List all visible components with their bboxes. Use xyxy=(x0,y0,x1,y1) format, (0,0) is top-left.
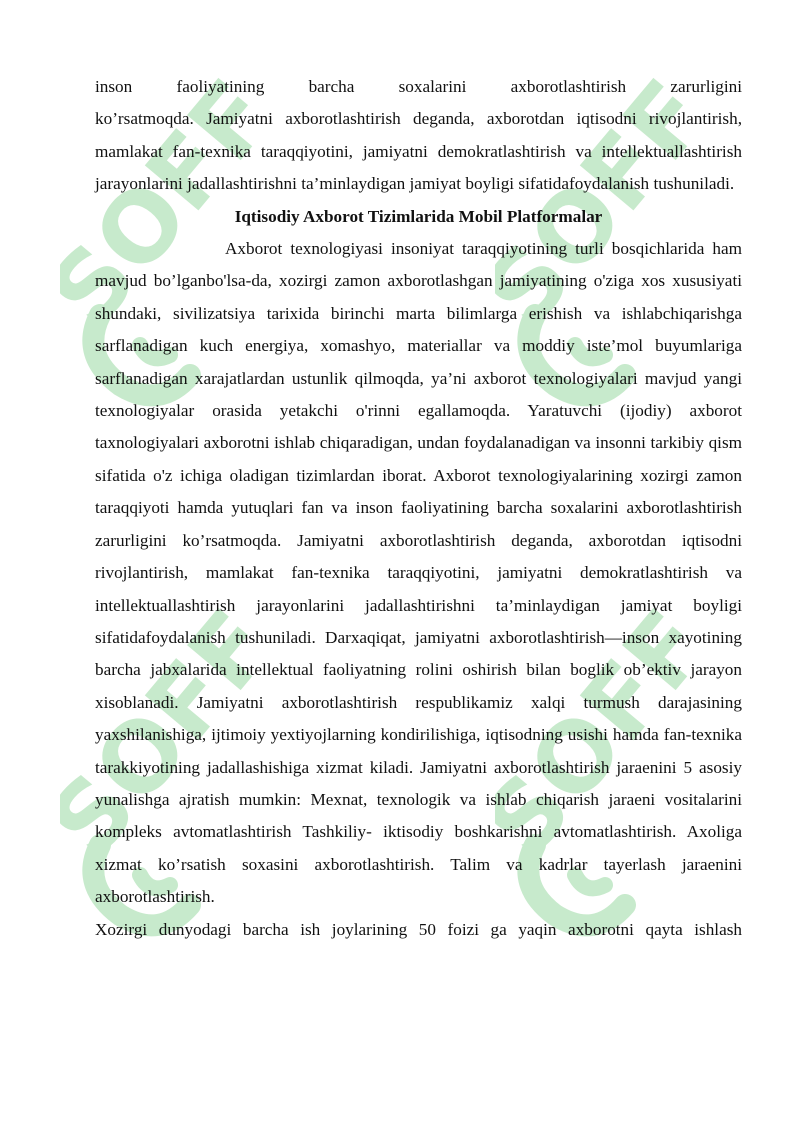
watermark-text: SOFF xyxy=(495,59,725,348)
document-body xyxy=(95,71,742,946)
intro-first-line: inson faoliyatining barcha soxalarini axborotlashtirish zarurligini xyxy=(95,77,742,96)
intro-paragraph: ko’rsatmoqda. Jamiyatni axborotlashtirish deganda, axborotdan iqtisodni rivojlantirish, mamlakat fan-texnika taraqqiyotini, jamiyatni demokratlashtirish va intellektuallashtirish jarayonlarini jadallashtirishni ta’minlaydigan jamiyat boyligi sifatidafoydalanish tushuniladi. xyxy=(95,109,742,194)
body-last-line: Xozirgi dunyodagi barcha ish joylarining 50 foizi ga yaqin axborotni qayta ishlash xyxy=(95,919,742,939)
watermark-text: SOFF xyxy=(60,59,290,348)
watermark-text: SOFF xyxy=(60,589,290,878)
section-heading: Iqtisodiy Axborot Tizimlarida Mobil Platformalar xyxy=(234,206,603,226)
body-paragraph: Axborot texnologiyasi insoniyat taraqqiyotining turli bosqichlarida ham mavjud bo’lganbo'lsa-da, xozirgi zamon axborotlashgan jamiyatining o'ziga xos xususiyati shundaki, sivilizatsiya tarixida birinchi marta bilimlarga erishish va ishlabchiqarishga sarflanadigan kuch energiya, xomashyo, materiallar va moddiy iste’mol buyumlariga sarflanadigan xarajatlardan ustunlik qilmoqda, ya’ni axborot texnologiyalari mavjud yangi texnologiyalar orasida yetakchi o'rinni egallamoqda. Yaratuvchi (ijodiy) axborot taxnologiyalari axborotni ishlab chiqaradigan, undan foydalanadigan va insonni tarkibiy qism sifatida o'z ichiga oladigan tizimlardan iborat. Axborot texnologiyalarining xozirgi zamon taraqqiyoti hamda yutuqlari fan va inson faoliyatining barcha soxalarini axborotlashtirish zarurligini ko’rsatmoqda. Jamiyatni axborotlashtirish deganda, axborotdan iqtisodni rivojlantirish, mamlakat fan-texnika taraqqiyotini, jamiyatni demokratlashtirish va intellektuallashtirish jarayonlarini jadallashtirishni ta’minlaydigan jamiyat boyligi sifatidafoydalanish tushuniladi. Darxaqiqat, jamiyatni axborotlashtirish—inson xayotining barcha jabxalarida intellektual faoliyatning rolini oshirish bilan boglik ob’ektiv jarayon xisoblanadi. Jamiyatni axborotlashtirish respublikamiz xalqi turmush darajasining yaxshilanishiga, ijtimoiy yextiyojlarning kondirilishiga, iqtisodning usishi hamda fan-texnika tarakkiyotining jadallashishiga xizmat kiladi. Jamiyatni axborotlashtirish jaraenini 5 asosiy yunalishga ajratish mumkin: Mexnat, texnologik va ishlab chiqarish jaraeni vositalarini kompleks avtomatlashtirish Tashkiliy- iktisodiy boshkarishni avtomatlashtirish. Axoliga xizmat ko’rsatish soxasini axborotlashtirish. Talim va kadrlar tayerlash jaraenini axborotlashtirish. xyxy=(95,239,742,907)
watermark-text: SOFF xyxy=(495,589,725,878)
